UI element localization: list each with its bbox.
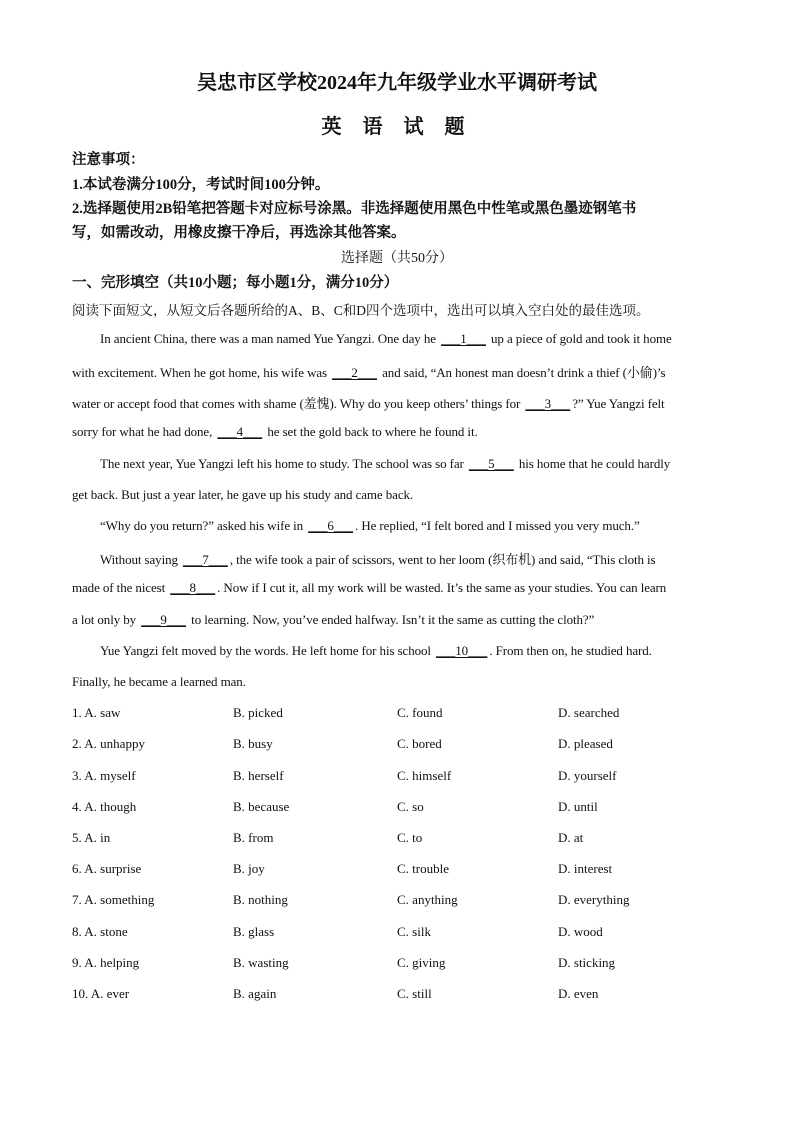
passage-text: In ancient China, there was a man named Yue Yangzi. One day he [100,331,440,346]
option-d: D. even [558,986,599,1001]
passage-text: his home that he could hardly [515,456,671,471]
option-d: D. everything [558,892,630,907]
passage-text: Without saying [100,552,182,567]
blank-8: ___8___ [170,580,216,595]
passage-line: get back. But just a year later, he gave up his study and came back. [72,487,414,502]
option-d: D. yourself [558,768,617,783]
passage-text: . Now if I cut it, all my work will be wasted. It’s the same as your studies. You can learn [217,580,667,595]
option-c: C. giving [397,955,446,970]
passage-text: The next year, Yue Yangzi left his home to study. The school was so far [100,456,467,471]
part-heading: 一、完形填空（共10小题；每小题1分，满分10分） [72,275,399,291]
blank-9: ___9___ [141,612,187,627]
blank-3: ___3___ [525,396,571,411]
passage-line [72,580,722,596]
option-a: 4. A. though [72,799,137,814]
option-d: D. interest [558,861,613,876]
blank-7: ___7___ [183,552,228,567]
option-c: C. silk [397,924,431,939]
option-d: D. sticking [558,955,616,970]
passage-text: , the wife took a pair of scissors, went to her loom (织布机) and said, “This cloth is [229,552,656,567]
option-a: 3. A. myself [72,768,136,783]
instruction: 阅读下面短文，从短文后各题所给的A、B、C和D四个选项中，选出可以填入空白处的最佳选项。 [72,303,650,318]
passage-text: up a piece of gold and took it home [487,331,672,346]
section-heading: 选择题（共50分） [341,251,453,266]
passage-line [72,424,722,440]
option-b: B. busy [233,736,273,751]
passage-line [72,362,722,381]
blank-10: ___10___ [436,643,488,658]
option-a: 8. A. stone [72,924,128,939]
option-b: B. nothing [233,892,288,907]
passage-text: with excitement. When he got home, his wife was [72,365,331,380]
option-a: 10. A. ever [72,986,130,1001]
option-c: C. trouble [397,861,449,876]
blank-1: ___1___ [441,331,486,346]
option-b: B. glass [233,924,275,939]
passage-text: “Why do you return?” asked his wife in [100,518,307,533]
notes-heading: 注意事项： [72,152,145,168]
option-b: B. from [233,830,274,845]
notes-item-2-cont: 写，如需改动，用橡皮擦干净后，再选涂其他答案。 [72,225,406,241]
passage-text: and said, “An honest man doesn’t drink a thief (小偷)’s [378,365,666,380]
passage-text: to learning. Now, you’ve ended halfway. Isn’t it the same as cutting the cloth?” [188,612,595,627]
passage-line [100,518,722,534]
option-b: B. because [233,799,290,814]
option-a: 7. A. something [72,892,155,907]
passage-text: ?” Yue Yangzi felt [572,396,665,411]
option-d: D. at [558,830,584,845]
passage-text: made of the nicest [72,580,169,595]
notes-item-1: 1.本试卷满分100分，考试时间100分钟。 [72,177,330,193]
blank-2: ___2___ [332,365,377,380]
passage-line [72,612,722,628]
exam-subtitle: 英 语 试 题 [321,116,473,138]
passage-text: Yue Yangzi felt moved by the words. He left home for his school [100,643,435,658]
passage-text: . He replied, “I felt bored and I missed you very much.” [355,518,640,533]
blank-4: ___4___ [217,424,263,439]
option-c: C. to [397,830,423,845]
passage-text: . From then on, he studied hard. [489,643,652,658]
notes-item-2: 2.选择题使用2B铅笔把答题卡对应标号涂黑。非选择题使用黑色中性笔或黑色墨迹钢笔书 [72,201,637,217]
option-a: 2. A. unhappy [72,736,145,751]
option-a: 5. A. in [72,830,111,845]
passage-line [100,331,722,347]
option-d: D. until [558,799,598,814]
option-b: B. picked [233,705,283,720]
passage-line [100,643,722,659]
option-a: 1. A. saw [72,705,121,720]
option-d: D. searched [558,705,620,720]
passage-text: sorry for what he had done, [72,424,216,439]
passage-text: water or accept food that comes with shame (羞愧). Why do you keep others’ things for [72,396,524,411]
option-d: D. wood [558,924,603,939]
option-a: 9. A. helping [72,955,140,970]
option-d: D. pleased [558,736,613,751]
option-c: C. himself [397,768,452,783]
passage-line [72,393,722,412]
passage-line [100,456,722,472]
option-a: 6. A. surprise [72,861,142,876]
exam-title: 吴忠市区学校2024年九年级学业水平调研考试 [197,72,597,94]
option-b: B. herself [233,768,284,783]
passage-line: Finally, he became a learned man. [72,674,246,689]
passage-line [100,549,722,568]
option-b: B. again [233,986,277,1001]
option-c: C. still [397,986,432,1001]
blank-6: ___6___ [308,518,354,533]
option-c: C. anything [397,892,458,907]
passage-text: a lot only by [72,612,140,627]
option-b: B. joy [233,861,265,876]
blank-5: ___5___ [468,456,514,471]
option-c: C. bored [397,736,442,751]
option-c: C. found [397,705,443,720]
option-c: C. so [397,799,424,814]
option-b: B. wasting [233,955,289,970]
passage-text: he set the gold back to where he found it. [264,424,478,439]
